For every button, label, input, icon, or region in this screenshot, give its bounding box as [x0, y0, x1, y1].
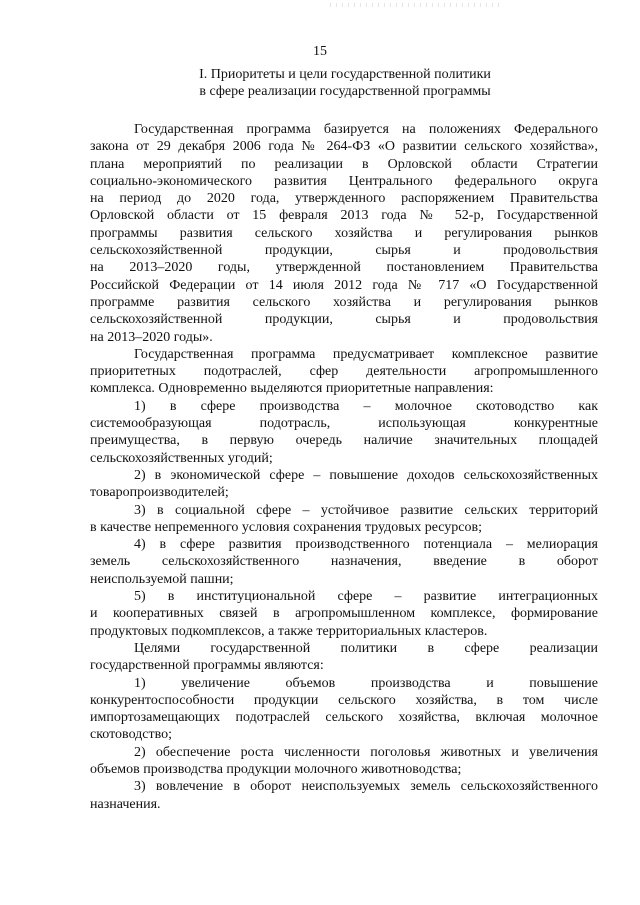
paragraph — [90, 398, 598, 467]
paragraph-line: 3) вовлечение в оборот неиспользуемых земель сельскохозяйственного — [134, 779, 598, 795]
paragraph-line: закона от 29 декабря 2006 года № 264-ФЗ «О развитии сельского хозяйства», — [90, 139, 598, 155]
paragraph-line: товаропроизводителей; — [90, 485, 229, 501]
paragraph-line: системообразующая подотрасль, использующая конкурентные — [90, 416, 598, 432]
paragraph-line: плана мероприятий по реализации в Орловской области Стратегии — [90, 156, 598, 172]
paragraph-line: конкурентоспособности продукции сельского хозяйства, в том числе — [90, 692, 598, 708]
paragraph-line: объемов производства продукции молочного животноводства; — [90, 761, 462, 777]
paragraph-line: Орловской области от 15 февраля 2013 года № 52-р, Государственной — [90, 208, 598, 224]
paragraph-line: Целями государственной политики в сфере реализации — [134, 640, 598, 656]
paragraph-line: скотоводство; — [90, 727, 173, 743]
paragraph-line: и кооперативных связей в агропромышленном комплексе, формирование — [90, 606, 598, 622]
paragraph-line: земель сельскохозяйственного назначения, введение в оборот — [90, 554, 598, 570]
paragraph-line: сельскохозяйственной продукции, сырья и продовольствия — [90, 312, 598, 328]
paragraph — [90, 744, 598, 779]
paragraph-line: 3) в социальной сфере – устойчивое развитие сельских территорий — [134, 502, 598, 518]
heading-line: I. Приоритеты и цели государственной политики — [199, 67, 491, 82]
paragraph-line: преимущества, в первую очередь наличие значительных площадей — [90, 433, 598, 449]
paragraph-line: на 2013–2020 годы, утвержденной постановлением Правительства — [90, 260, 598, 276]
paragraph — [90, 778, 598, 813]
paragraph-line: социально-экономического развития Центрального федерального округа — [90, 173, 598, 189]
paragraph — [90, 502, 598, 537]
paragraph-line: в качестве непременного условия сохранения трудовых ресурсов; — [90, 519, 483, 535]
paragraph-line: сельскохозяйственной продукции, сырья и продовольствия — [90, 243, 598, 259]
paragraph-line: на 2013–2020 годы». — [90, 329, 213, 345]
paragraph-line: Государственная программа базируется на положениях Федерального — [134, 122, 598, 137]
section-heading — [90, 66, 600, 100]
scan-artifact — [330, 3, 500, 7]
paragraph — [90, 346, 598, 398]
paragraph-line: импортозамещающих подотраслей сельского хозяйства, включая молочное — [90, 710, 598, 726]
paragraph — [90, 121, 598, 346]
paragraph-line: программы развития сельского хозяйства и регулирования рынков — [90, 225, 598, 241]
paragraph-line: 2) обеспечение роста численности поголовья животных и увеличения — [134, 744, 598, 760]
paragraph-line: программе развития сельского хозяйства и регулирования рынков — [90, 294, 598, 310]
paragraph-line: на период до 2020 года, утвержденного распоряжением Правительства — [90, 191, 598, 207]
page-number: 15 — [313, 44, 327, 59]
paragraph-line: назначения. — [90, 796, 161, 812]
paragraph — [90, 640, 598, 675]
paragraph — [90, 467, 598, 502]
paragraph-line: сельскохозяйственных угодий; — [90, 450, 273, 466]
heading-line: в сфере реализации государственной программы — [199, 84, 491, 99]
paragraph — [90, 588, 598, 640]
paragraph-line: 1) в сфере производства – молочное скотоводство как — [134, 398, 598, 414]
paragraph-line: 2) в экономической сфере – повышение доходов сельскохозяйственных — [134, 467, 598, 483]
paragraph — [90, 675, 598, 744]
paragraph-line: 5) в институциональной сфере – развитие интеграционных — [134, 589, 598, 605]
paragraph-line: комплекса. Одновременно выделяются приоритетные направления: — [90, 381, 494, 397]
paragraph-line: Государственная программа предусматривает комплексное развитие — [134, 346, 598, 362]
paragraph-line: неиспользуемой пашни; — [90, 571, 234, 587]
body-text — [90, 121, 598, 813]
paragraph-line: 1) увеличение объемов производства и повышение — [134, 675, 598, 691]
paragraph-line: государственной программы являются: — [90, 658, 324, 674]
paragraph-line: приоритетных подотраслей, сфер деятельности агропромышленного — [90, 364, 598, 380]
paragraph-line: Российской Федерации от 14 июля 2012 года № 717 «О Государственной — [90, 277, 598, 293]
paragraph-line: продуктовых подкомплексов, а также территориальных кластеров. — [90, 623, 488, 639]
paragraph — [90, 536, 598, 588]
paragraph-line: 4) в сфере развития производственного потенциала – мелиорация — [134, 537, 598, 553]
